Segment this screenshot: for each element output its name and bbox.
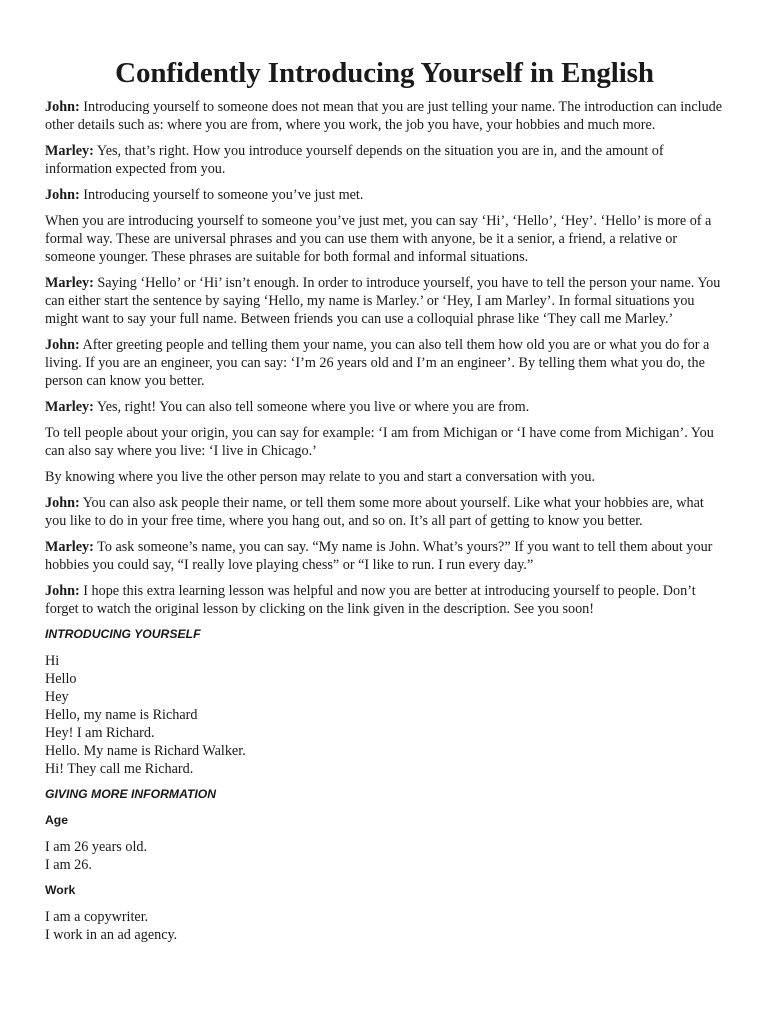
- list-item: Hello. My name is Richard Walker.: [45, 743, 246, 759]
- section-heading-more-information: GIVING MORE INFORMATION: [45, 787, 217, 801]
- paragraph-text: When you are introducing yourself to someone you’ve just met, you can say ‘Hi’, ‘Hello’, ‘Hey’. ‘Hello’ is more of a formal way. These are universal phrases and you can use them with anyone, be it a senior, a friend, a relative or someone younger. These phrases are suitable for both formal and informal situations.: [45, 213, 712, 265]
- list-item: Hi: [45, 653, 60, 669]
- body-paragraph: [45, 424, 724, 460]
- speaker-name: John:: [45, 187, 80, 203]
- speaker-name: John:: [45, 495, 80, 511]
- list-item: Hey! I am Richard.: [45, 725, 155, 741]
- list-item: Hello, my name is Richard: [45, 707, 198, 723]
- paragraph-text: You can also ask people their name, or tell them some more about yourself. Like what your hobbies are, what you like to do in your free time, where you hang out, and so on. It’s all part of getting to know you better.: [45, 495, 704, 529]
- dialogue-paragraph: [45, 142, 724, 178]
- age-phrases-list: [45, 838, 724, 874]
- dialogue-paragraph: [45, 538, 724, 574]
- paragraph-text: Yes, that’s right. How you introduce yourself depends on the situation you are in, and the amount of information expected from you.: [45, 143, 664, 177]
- speaker-name: Marley:: [45, 143, 94, 159]
- dialogue-paragraph: [45, 494, 724, 530]
- dialogue-paragraph: [45, 336, 724, 390]
- speaker-name: Marley:: [45, 275, 94, 291]
- list-item: Hello: [45, 671, 77, 687]
- speaker-name: Marley:: [45, 399, 94, 415]
- paragraph-text: To tell people about your origin, you can say for example: ‘I am from Michigan or ‘I have come from Michigan’. You can also say where you live: ‘I live in Chicago.’: [45, 425, 714, 459]
- speaker-name: John:: [45, 99, 80, 115]
- paragraph-text: Yes, right! You can also tell someone where you live or where you are from.: [96, 399, 530, 415]
- list-item: I work in an ad agency.: [45, 927, 178, 943]
- speaker-name: John:: [45, 583, 80, 599]
- paragraph-text: Introducing yourself to someone does not mean that you are just telling your name. The introduction can include other details such as: where you are from, where you work, the job you have, your hobbies and much more.: [45, 99, 723, 133]
- paragraph-text: After greeting people and telling them your name, you can also tell them how old you are or what you do for a living. If you are an engineer, you can say: ‘I’m 26 years old and I’m an engineer’. By telling them what you do, the person can know you better.: [45, 337, 710, 389]
- dialogue-paragraph: [45, 186, 724, 204]
- paragraph-text: To ask someone’s name, you can say. “My name is John. What’s yours?” If you want to tell them about your hobbies you could say, “I really love playing chess” or “I like to run. I run every day.”: [45, 539, 713, 573]
- list-item: Hey: [45, 689, 69, 705]
- body-paragraph: [45, 212, 724, 266]
- sub-heading-work: Work: [45, 883, 76, 897]
- sub-heading-age: Age: [45, 813, 69, 827]
- paragraph-text: By knowing where you live the other person may relate to you and start a conversation with you.: [45, 469, 596, 485]
- introducing-phrases-list: [45, 652, 724, 778]
- speaker-name: John:: [45, 337, 80, 353]
- work-phrases-list: [45, 908, 724, 944]
- paragraph-text: Introducing yourself to someone you’ve just met.: [83, 187, 364, 203]
- section-heading-introducing-yourself: INTRODUCING YOURSELF: [45, 627, 201, 641]
- dialogue-paragraph: [45, 274, 724, 328]
- body-paragraph: [45, 468, 724, 486]
- list-item: I am 26 years old.: [45, 839, 148, 855]
- dialogue-paragraph: [45, 582, 724, 618]
- speaker-name: Marley:: [45, 539, 94, 555]
- page-title: Confidently Introducing Yourself in English: [115, 57, 654, 89]
- list-item: Hi! They call me Richard.: [45, 761, 194, 777]
- list-item: I am 26.: [45, 857, 92, 873]
- list-item: I am a copywriter.: [45, 909, 149, 925]
- paragraph-text: I hope this extra learning lesson was helpful and now you are better at introducing yourself to people. Don’t forget to watch the original lesson by clicking on the link given in the description. See you soon!: [45, 583, 696, 617]
- dialogue-paragraph: [45, 398, 724, 416]
- dialogue-paragraph: [45, 98, 724, 134]
- paragraph-text: Saying ‘Hello’ or ‘Hi’ isn’t enough. In order to introduce yourself, you have to tell the person your name. You can either start the sentence by saying ‘Hello, my name is Marley.’ or ‘Hey, I am Marley’. In formal situations you might want to say your full name. Between friends you can use a colloquial phrase like ‘They call me Marley.’: [45, 275, 721, 327]
